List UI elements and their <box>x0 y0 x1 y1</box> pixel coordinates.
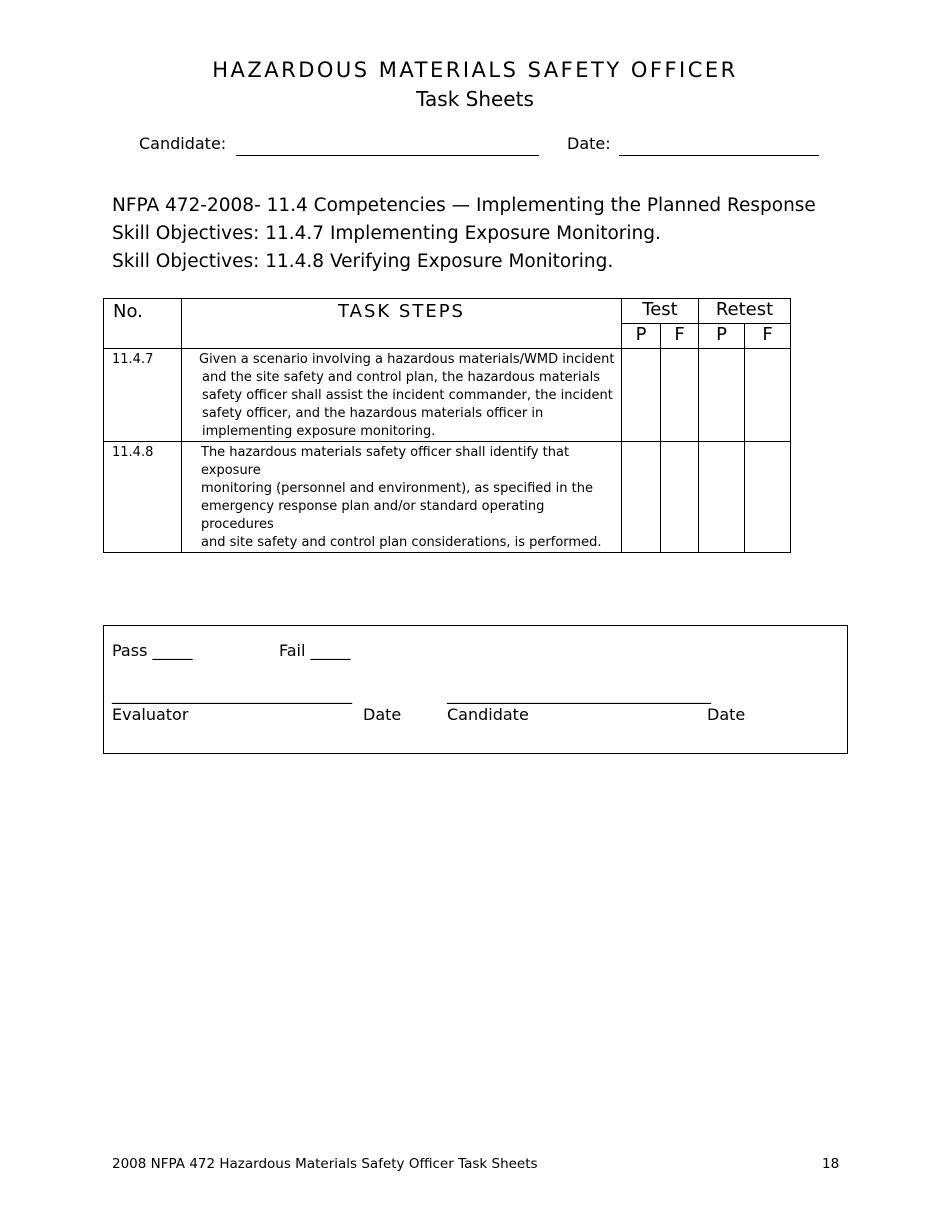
task-step-line: Given a scenario involving a hazardous materials/WMD incident <box>199 352 615 367</box>
test-pass-cell[interactable] <box>622 442 661 553</box>
candidate-date-label: Date <box>707 705 746 724</box>
page-number: 18 <box>822 1156 840 1172</box>
column-header-task-steps: TASK STEPS <box>182 299 622 349</box>
evaluator-date-label: Date <box>363 705 402 724</box>
objective-competency: NFPA 472-2008- 11.4 Competencies — Implementing the Planned Response <box>112 195 816 216</box>
evaluation-box <box>103 625 848 754</box>
column-header-retest-pass: P <box>699 324 745 349</box>
test-fail-cell[interactable] <box>661 349 699 442</box>
task-number: 11.4.8 <box>104 442 182 553</box>
document-title: HAZARDOUS MATERIALS SAFETY OFFICER <box>212 58 738 82</box>
evaluator-label: Evaluator <box>112 705 189 724</box>
column-header-retest: Retest <box>699 299 791 324</box>
column-header-test-pass: P <box>622 324 661 349</box>
test-pass-cell[interactable] <box>622 349 661 442</box>
table-row <box>104 442 791 553</box>
column-header-test-fail: F <box>661 324 699 349</box>
table-row <box>104 349 791 442</box>
retest-pass-cell[interactable] <box>699 442 745 553</box>
fail-field[interactable]: Fail _____ <box>279 641 351 660</box>
task-step-text <box>182 442 622 553</box>
test-fail-cell[interactable] <box>661 442 699 553</box>
task-step-line: emergency response plan and/or standard operating procedures <box>201 499 545 532</box>
column-header-no: No. <box>104 299 182 349</box>
pass-field[interactable]: Pass _____ <box>112 641 193 660</box>
date-line[interactable] <box>619 155 819 156</box>
candidate-label: Candidate <box>447 705 529 724</box>
column-header-retest-fail: F <box>745 324 791 349</box>
task-step-line: safety officer, and the hazardous materials officer in <box>202 406 544 421</box>
evaluator-signature-line[interactable]: ______________________________ <box>112 685 352 704</box>
column-header-test: Test <box>622 299 699 324</box>
candidate-signature-line[interactable]: _________________________________ <box>447 685 711 704</box>
document-subtitle: Task Sheets <box>416 87 534 111</box>
objective-skill-11-4-7: Skill Objectives: 11.4.7 Implementing Exposure Monitoring. <box>112 223 661 244</box>
retest-pass-cell[interactable] <box>699 349 745 442</box>
retest-fail-cell[interactable] <box>745 442 791 553</box>
date-label: Date: <box>567 134 611 153</box>
task-step-line: and the site safety and control plan, the hazardous materials <box>202 370 600 385</box>
objective-skill-11-4-8: Skill Objectives: 11.4.8 Verifying Exposure Monitoring. <box>112 251 614 272</box>
task-step-line: The hazardous materials safety officer shall identify that exposure <box>201 445 570 478</box>
retest-fail-cell[interactable] <box>745 349 791 442</box>
footer-text: 2008 NFPA 472 Hazardous Materials Safety Officer Task Sheets <box>112 1156 538 1172</box>
task-number: 11.4.7 <box>104 349 182 442</box>
task-step-text <box>182 349 622 442</box>
task-step-line: and site safety and control plan considerations, is performed. <box>201 535 602 550</box>
candidate-label: Candidate: <box>139 134 227 153</box>
task-step-line: monitoring (personnel and environment), as specified in the <box>201 481 593 496</box>
task-step-line: safety officer shall assist the incident commander, the incident <box>202 388 613 403</box>
task-steps-table <box>103 298 791 553</box>
task-step-line: implementing exposure monitoring. <box>202 424 436 439</box>
candidate-line[interactable] <box>236 155 539 156</box>
